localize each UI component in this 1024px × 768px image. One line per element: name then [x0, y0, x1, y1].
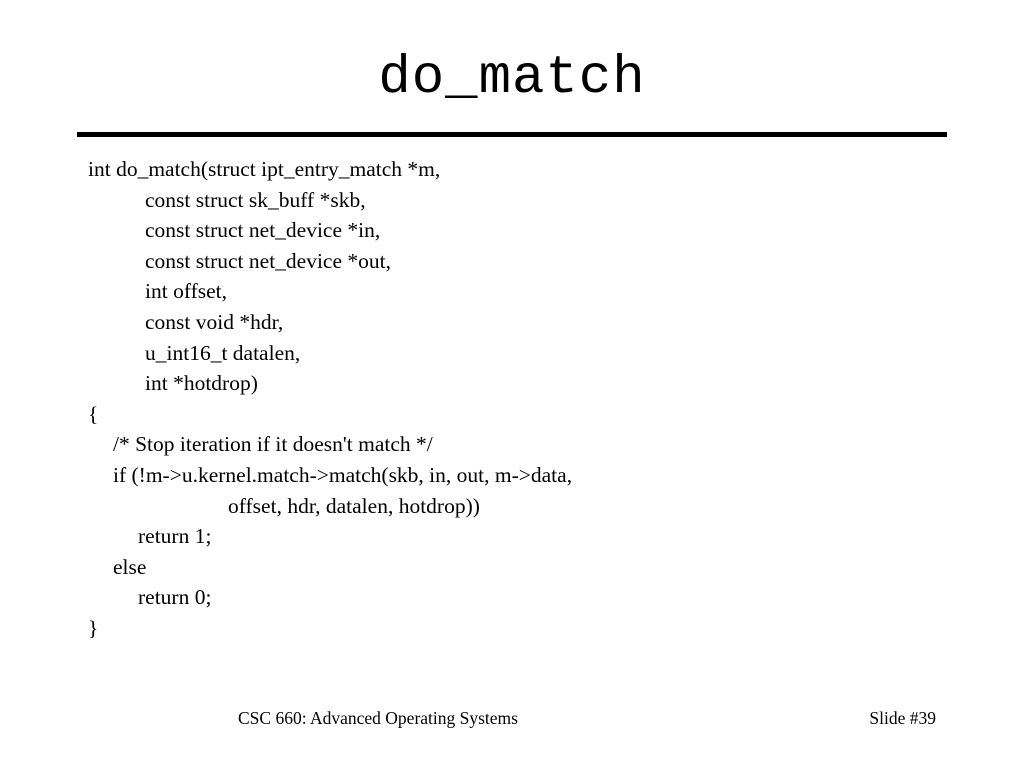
code-line: [88, 460, 968, 491]
code-line: [88, 491, 968, 522]
code-line: [88, 521, 968, 552]
code-text: const struct sk_buff *skb,: [145, 187, 366, 212]
code-text: const struct net_device *in,: [145, 218, 381, 243]
code-text: return 0;: [138, 585, 212, 610]
code-line: [88, 276, 968, 307]
code-text: return 1;: [138, 524, 212, 549]
code-line: [88, 552, 968, 583]
code-line: [88, 399, 968, 430]
code-text: const struct net_device *out,: [145, 248, 391, 273]
code-line: [88, 185, 968, 216]
code-text: int *hotdrop): [145, 371, 258, 396]
code-text: int do_match(struct ipt_entry_match *m,: [88, 157, 441, 181]
footer-slide-number: Slide #39: [869, 708, 936, 728]
slide-title: do_match: [378, 48, 646, 109]
code-text: }: [88, 615, 99, 640]
code-line: [88, 338, 968, 369]
code-line: [88, 582, 968, 613]
footer-course-title: CSC 660: Advanced Operating Systems: [238, 708, 518, 728]
code-line: [88, 613, 968, 644]
code-line: [88, 429, 968, 460]
code-line: [88, 307, 968, 338]
code-block: [88, 154, 968, 644]
code-text: /* Stop iteration if it doesn't match */: [113, 432, 433, 457]
code-text: const void *hdr,: [145, 309, 284, 334]
code-text: int offset,: [145, 279, 228, 304]
code-line: [88, 215, 968, 246]
code-text: else: [113, 554, 147, 579]
code-text: offset, hdr, datalen, hotdrop)): [228, 493, 480, 518]
code-text: if (!m->u.kernel.match->match(skb, in, out, m->data,: [113, 462, 573, 487]
code-text: u_int16_t datalen,: [145, 340, 301, 365]
code-text: {: [88, 401, 99, 426]
code-line: [88, 368, 968, 399]
code-line: [88, 246, 968, 277]
code-line: [88, 154, 968, 185]
title-divider: [77, 132, 947, 137]
